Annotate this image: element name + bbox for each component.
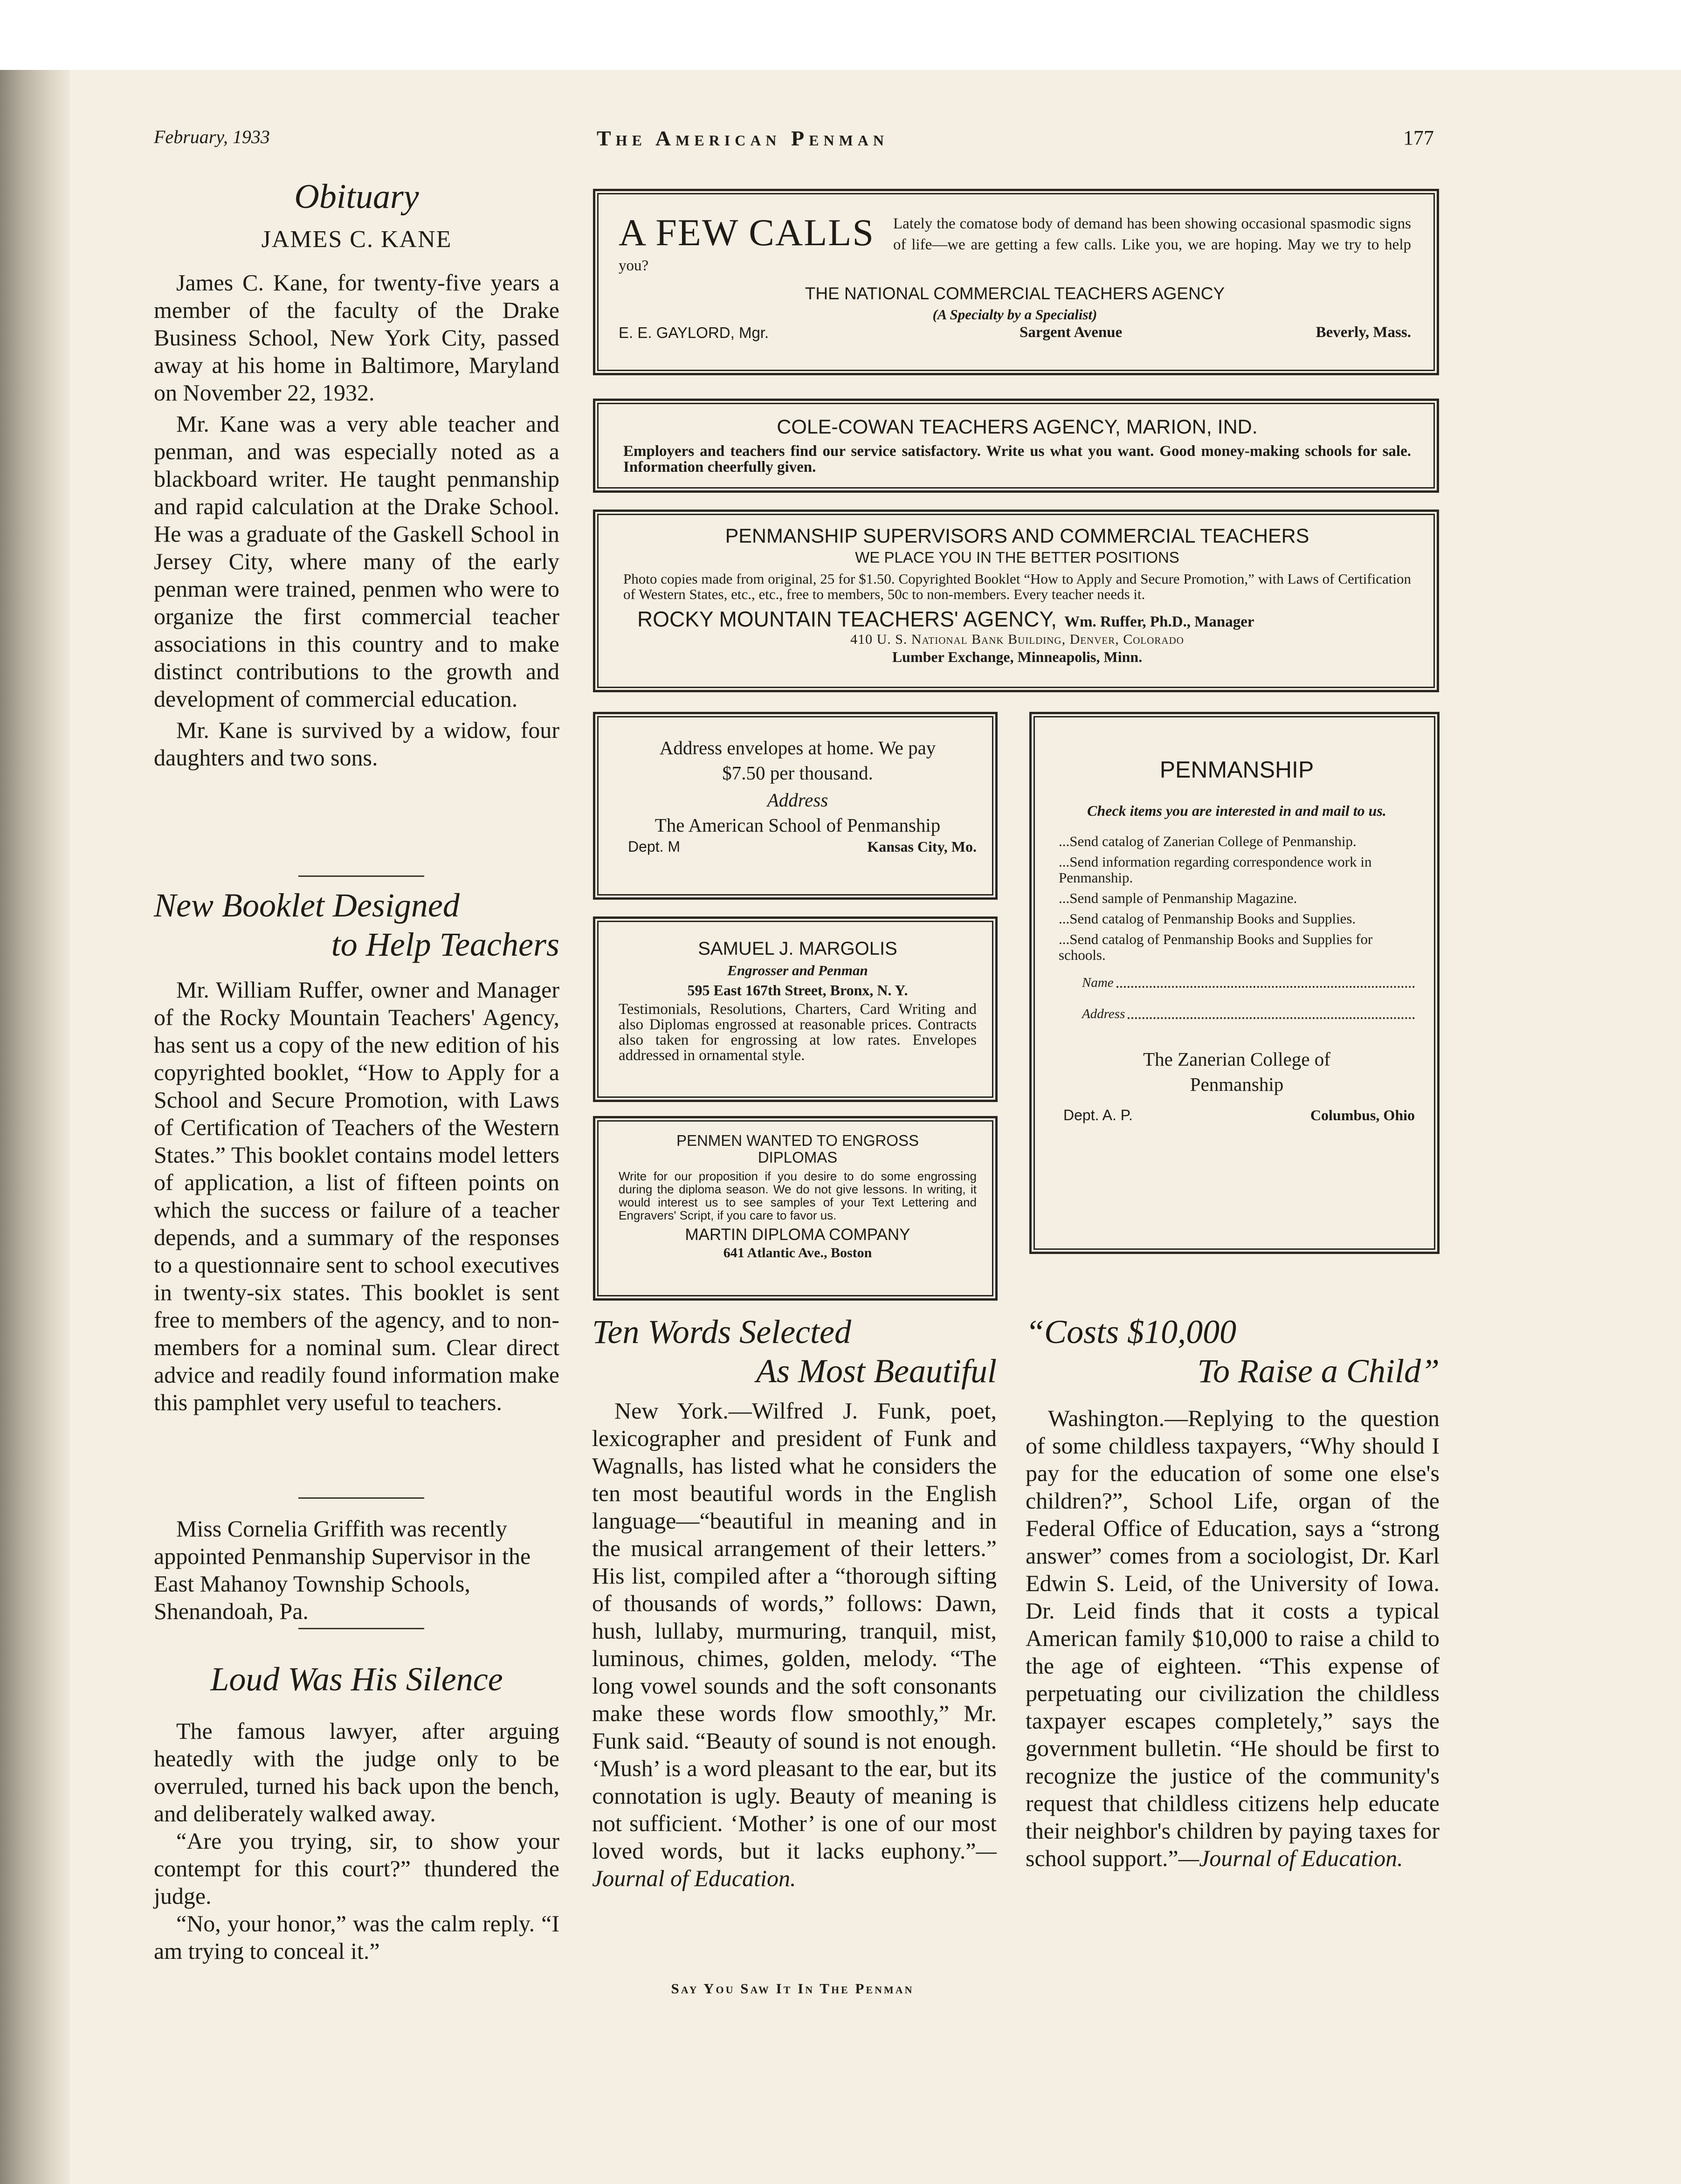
- silence-heading: Loud Was His Silence: [210, 1660, 503, 1698]
- ad-zanerian-check-item[interactable]: ...Send catalog of Penmanship Books and Supplies for schools.: [1059, 931, 1373, 963]
- ad-martin-address: 641 Atlantic Ave., Boston: [723, 1245, 872, 1261]
- silence-paragraph: “Are you trying, sir, to show your contempt for this court?” thundered the judge.: [154, 1828, 559, 1909]
- ad-agency-tagline: (A Specialty by a Specialist): [932, 306, 1097, 323]
- costs-heading-line2: To Raise a Child”: [1197, 1352, 1440, 1390]
- ad-envelopes-line1: Address envelopes at home. We pay: [659, 737, 936, 758]
- ad-rocky-address: 410 U. S. National Bank Building, Denver, Colorado: [850, 632, 1184, 647]
- ad-rocky-exchange: Lumber Exchange, Minneapolis, Minn.: [892, 648, 1143, 665]
- obituary-name: JAMES C. KANE: [261, 226, 452, 253]
- ad-zanerian-name-line: [1116, 986, 1415, 988]
- page-binding-shadow: [0, 70, 70, 2184]
- ad-margolis-address: 595 East 167th Street, Bronx, N. Y.: [687, 982, 908, 999]
- ad-cole-cowan-headline: COLE-COWAN TEACHERS AGENCY, MARION, IND.: [777, 416, 1258, 438]
- ad-zanerian-check-item[interactable]: ...Send catalog of Penmanship Books and Supplies.: [1059, 910, 1356, 927]
- ad-margolis-name: SAMUEL J. MARGOLIS: [698, 938, 897, 959]
- griffith-body: [154, 1515, 559, 1625]
- ad-zanerian-college-line1: The Zanerian College of: [1143, 1048, 1330, 1070]
- ad-rocky-subhead: WE PLACE YOU IN THE BETTER POSITIONS: [855, 549, 1179, 566]
- ad-zanerian-check-item[interactable]: ...Send information regarding correspondence work in Penmanship.: [1059, 854, 1372, 886]
- costs-source: —Journal of Education.: [1178, 1845, 1403, 1871]
- silence-paragraph: “No, your honor,” was the calm reply. “I am trying to conceal it.”: [154, 1910, 559, 1964]
- griffith-paragraph: Miss Cornelia Griffith was recently appointed Penmanship Supervisor in the East Mahanoy Township Schools, Shenandoah, Pa.: [154, 1516, 531, 1624]
- ad-envelopes-address-label: Address: [767, 789, 828, 811]
- footer-slogan: Say You Saw It In The Penman: [671, 1980, 914, 1997]
- ad-zanerian-address-label: Address: [1082, 1006, 1125, 1021]
- costs-paragraph: Washington.—Replying to the question of some childless taxpayers, “Why should I pay for the education of some one else's children?”, School Life, organ of the Federal Office of Education, says a “strong answer” comes from a sociologist, Dr. Karl Edwin S. Leid, of the University of Iowa. Dr. Leid finds that it costs a typical American family $10,000 to raise a child to the age of eighteen. “This expense of perpetuating our civilization the childless taxpayer escapes completely,” says the government bulletin. “He should be first to recognize the justice of the community's request that childless citizens help educate their neighbor's children by paying taxes for school support.”: [1026, 1405, 1440, 1871]
- ad-few-calls-text: Lately the comatose body of demand has been showing occasional spasmodic signs of life—we are getting a few calls. Like you, we are hoping. May we try to help you?: [619, 215, 1411, 274]
- obituary-heading: Obituary: [294, 178, 419, 216]
- magazine-title: The American Penman: [597, 126, 889, 150]
- ten-words-heading-line2: As Most Beautiful: [756, 1352, 997, 1390]
- obituary-paragraph: James C. Kane, for twenty-five years a member of the faculty of the Drake Business School, New York City, passed away at his home in Baltimore, Maryland on November 22, 1932.: [154, 269, 559, 406]
- ad-martin-company: MARTIN DIPLOMA COMPANY: [685, 1226, 910, 1244]
- ad-zanerian-instruction: Check items you are interested in and mail to us.: [1087, 802, 1386, 819]
- ad-samuel-margolis: [593, 916, 998, 1102]
- ad-envelopes-line2: $7.50 per thousand.: [722, 762, 873, 784]
- ad-national-teachers-agency: [593, 189, 1439, 375]
- ten-words-paragraph: New York.—Wilfred J. Funk, poet, lexicographer and president of Funk and Wagnalls, has listed what he considers the ten most beautiful words in the English language—“beautiful in meaning and in the musical arrangement of their letters.” His list, compiled after a “thorough sifting of thousands of words,” follows: Dawn, hush, lullaby, murmuring, tranquil, mist, luminous, chimes, golden, melody. “The long vowel sounds and the soft consonants make these words flow smoothly,” Mr. Funk said. “Beauty of sound is not enough. ‘Mush’ is a word pleasant to the ear, but its connotation is ugly. Beauty of meaning is not sufficient. ‘Mother’ is one of our most loved words, but it lacks euphony.”: [592, 1398, 997, 1864]
- ad-rocky-agency: ROCKY MOUNTAIN TEACHERS' AGENCY,: [637, 607, 1057, 631]
- ad-cole-cowan-agency: [593, 399, 1439, 493]
- costs-body: [1026, 1405, 1440, 1872]
- silence-section: [154, 1660, 559, 1965]
- costs-section: [1026, 1312, 1440, 1872]
- booklet-section: [154, 886, 559, 1416]
- ad-agency-city: Beverly, Mass.: [1316, 324, 1411, 341]
- booklet-heading-line1: New Booklet Designed: [154, 887, 460, 924]
- silence-body: [154, 1717, 559, 1965]
- ad-envelopes-city: Kansas City, Mo.: [867, 838, 977, 855]
- ad-rocky-manager: Wm. Ruffer, Ph.D., Manager: [1064, 613, 1254, 630]
- section-divider: [298, 875, 424, 877]
- ad-agency-name: THE NATIONAL COMMERCIAL TEACHERS AGENCY: [805, 284, 1225, 303]
- booklet-paragraph: Mr. William Ruffer, owner and Manager of the Rocky Mountain Teachers' Agency, has sent us a copy of the new edition of his copyrighted booklet, “How to Apply for a School and Secure Promotion, with Laws of Certification of Teachers of the Western States.” This booklet contains model letters of application, a list of fifteen points on which the success or failure of a teacher depends, and a summary of the responses to a questionnaire sent to school executives in twenty-six states. This booklet is sent free to members of the agency, and to non-members for a nominal sum. Clear direct advice and readily found information make this pamphlet very useful to teachers.: [154, 977, 559, 1415]
- ad-margolis-title: Engrosser and Penman: [727, 962, 868, 978]
- booklet-heading-line2: to Help Teachers: [331, 926, 559, 963]
- ad-zanerian-address-field[interactable]: [1059, 1006, 1415, 1022]
- ad-agency-manager: E. E. GAYLORD, Mgr.: [619, 324, 769, 341]
- ad-envelopes-dept: Dept. M: [628, 838, 681, 855]
- ad-zanerian-check-item[interactable]: ...Send catalog of Zanerian College of Penmanship.: [1059, 833, 1357, 849]
- section-divider: [298, 1497, 424, 1499]
- ad-zanerian-college: [1029, 712, 1440, 1254]
- ad-margolis-text: Testimonials, Resolutions, Charters, Card Writing and also Diplomas engrossed at reasonable prices. Contracts also taken for engrossing at low rates. Envelopes addressed in ornamental style.: [619, 1001, 977, 1064]
- ad-martin-headline-line1: PENMEN WANTED TO ENGROSS: [676, 1132, 919, 1149]
- ad-zanerian-city: Columbus, Ohio: [1310, 1107, 1415, 1123]
- ten-words-source: —Journal of Education.: [592, 1838, 997, 1891]
- ten-words-heading-line1: Ten Words Selected: [592, 1313, 851, 1350]
- obituary-section: [154, 177, 559, 772]
- obituary-paragraph: Mr. Kane is survived by a widow, four daughters and two sons.: [154, 717, 559, 771]
- ad-american-school-penmanship: [593, 712, 998, 900]
- obituary-paragraph: Mr. Kane was a very able teacher and penman, and was especially noted as a blackboard writer. He taught penmanship and rapid calculation at the Drake School. He was a graduate of the Gaskell School in Jersey City, where many of the early penman were trained, penmen who were to organize the first commercial teacher associations in this country and to make distinct contributions to the growth and development of commercial education.: [154, 411, 559, 712]
- ad-zanerian-address-line: [1128, 1017, 1415, 1019]
- ad-envelopes-school: The American School of Penmanship: [654, 814, 941, 836]
- booklet-body: [154, 976, 559, 1416]
- ad-martin-diploma: [593, 1116, 998, 1301]
- ad-zanerian-check-item[interactable]: ...Send sample of Penmanship Magazine.: [1059, 890, 1297, 906]
- ad-zanerian-college-line2: Penmanship: [1190, 1074, 1284, 1095]
- issue-date: February, 1933: [154, 126, 270, 147]
- page-number: 177: [1403, 126, 1434, 149]
- ad-zanerian-headline: PENMANSHIP: [1159, 757, 1314, 783]
- ad-rocky-headline: PENMANSHIP SUPERVISORS AND COMMERCIAL TEACHERS: [725, 525, 1309, 547]
- ad-agency-street: Sargent Avenue: [1020, 324, 1123, 341]
- ad-cole-cowan-text: Employers and teachers find our service satisfactory. Write us what you want. Good money-making schools for sale. Information cheerfully given.: [623, 443, 1411, 475]
- costs-heading-line1: “Costs $10,000: [1026, 1313, 1237, 1350]
- ad-zanerian-name-field[interactable]: [1059, 975, 1415, 991]
- obituary-body: [154, 269, 559, 772]
- section-divider: [298, 1628, 424, 1629]
- ad-martin-text: Write for our proposition if you desire to do some engrossing during the diploma season. We do not give lessons. In writing, it would interest us to see samples of your Text Lettering and Engravers' Script, if you care to favor us.: [619, 1169, 977, 1222]
- ad-few-calls-headline: A FEW CALLS: [619, 214, 875, 254]
- ten-words-body: [592, 1397, 997, 1892]
- ten-words-section: [592, 1312, 997, 1892]
- ad-zanerian-dept: Dept. A. P.: [1063, 1107, 1133, 1123]
- ad-rocky-mountain-agency: [593, 510, 1439, 692]
- silence-paragraph: The famous lawyer, after arguing heatedly with the judge only to be overruled, turned his back upon the bench, and deliberately walked away.: [154, 1718, 559, 1826]
- ad-zanerian-name-label: Name: [1082, 975, 1114, 990]
- griffith-section: [154, 1515, 559, 1625]
- ad-rocky-text: Photo copies made from original, 25 for $1.50. Copyrighted Booklet “How to Apply and Secure Promotion,” with Laws of Certification of Western States, etc., etc., free to members, 50c to non-members. Every teacher needs it.: [623, 571, 1411, 602]
- ad-martin-headline-line2: DIPLOMAS: [758, 1149, 838, 1166]
